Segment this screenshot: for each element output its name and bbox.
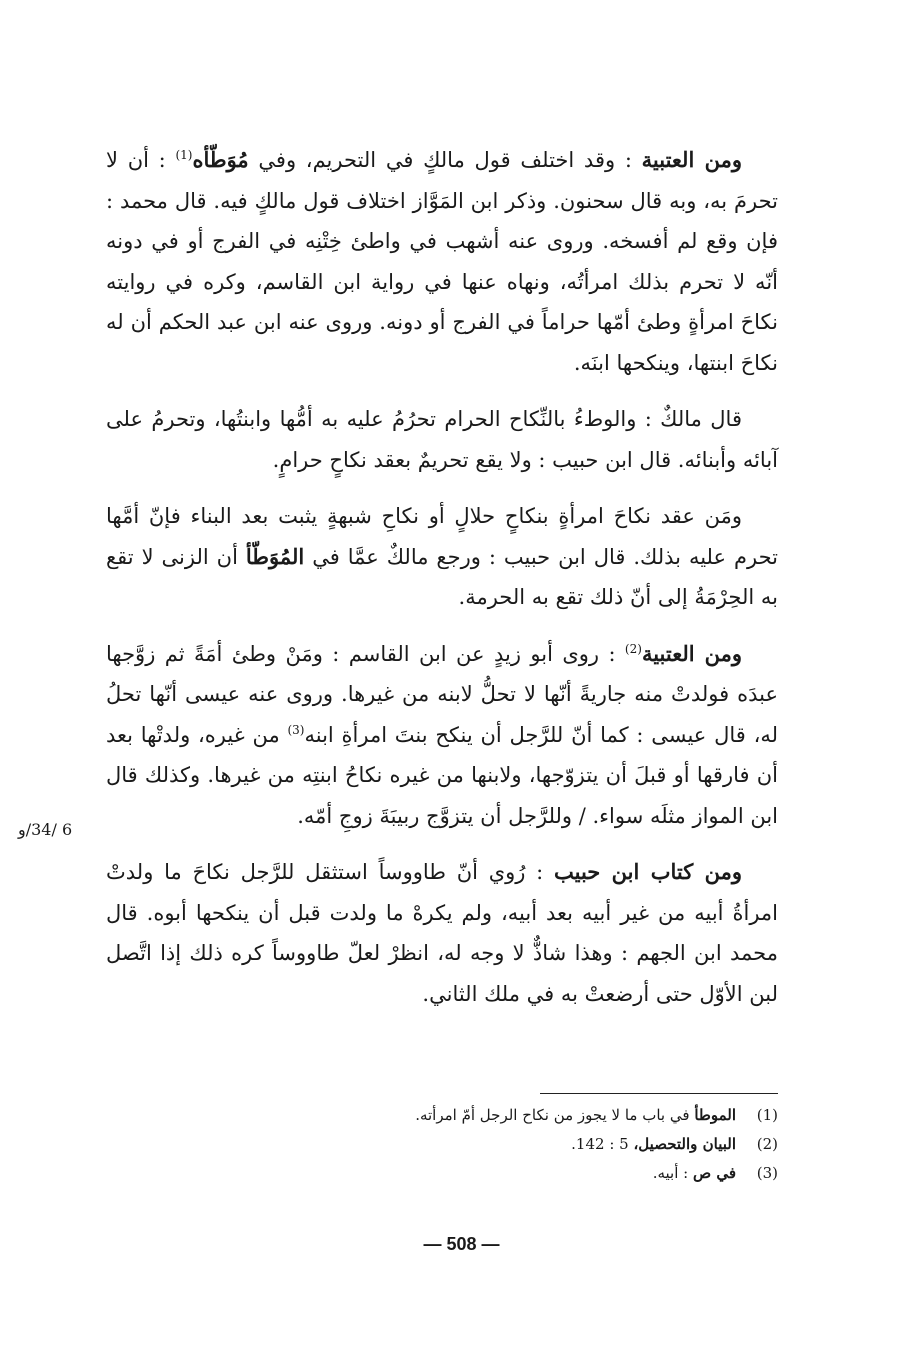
footnote-2 [300,1130,778,1159]
paragraph-text: أن الزنى لا تقع به الحِرْمَةُ إلى أنّ ذلك تقع به الحرمة. [106,544,778,609]
page-number: — 508 — [423,1234,500,1254]
footnote-text [571,1130,736,1159]
footnote-1 [300,1101,778,1130]
footnote-text [653,1159,736,1188]
source-heading: ومن العتبية [641,147,742,172]
footnote-number: (1) [756,1106,778,1124]
footnote-ref[interactable]: (2) [624,641,642,656]
footnote-text [415,1101,736,1130]
source-name: المُوَطّأ [245,543,305,569]
manuscript-folio-note: 6 /34/و [18,820,73,839]
paragraph-text: : رُوي أنّ طاووساً استثقل للرَّجل نكاحَ ما ولدتْ امرأةُ أبيه من غير أبيه بعد أبيه، ولم يكرهْ ما ولدت قبل أن ينكحها أبوه. قال محمد ابن الجهم : وهذا شاذٌّ لا وجه له، انظرْ لعلّ طاووساً كره ذلك إذا اتَّصل لبن الأوّل حتى أرضعتْ به في ملك الثاني. [106,860,778,1006]
paragraph-text: قال مالكٌ : والوطءُ بالنِّكاح الحرام تحرُمُ عليه به أمُّها وابنتُها، وتحرمُ على آبائه وأبنائه. قال ابن حبيب : ولا يقع تحريمٌ بعقد نكاحٍ حرامٍ. [106,407,778,472]
footnote-number: (3) [756,1164,778,1182]
source-heading: ومن العتبية [641,640,742,666]
paragraph-text: ومَن عقد نكاحَ امرأةٍ بنكاحٍ حلالٍ أو نكاحِ شبهةٍ يثبت بعد البناء فإنّ أمَّها تحرم عليه بذلك. قال ابن حبيب : ورجع مالكٌ عمَّا في [106,504,778,569]
main-text [106,140,778,1030]
paragraph-text: : روى أبو زيدٍ عن ابن القاسم : ومَنْ وطئ أمَةً ثم زوَّجها عبدَه فولدتْ منه جاريةً أنّها لا تحلُّ لابنه من غيرها. وروى عنه عيسى أنّها تحلُ له، قال عيسى : كما أنّ للرَّجل أن ينكح بنتَ امرأةِ ابنه [106,641,778,747]
source-name: مُوَطّأه [192,147,249,172]
paragraph-text: من غيره، ولدتْها بعد أن فارقها أو قبلَ أن يتزوّجها، ولابنها من غيره نكاحُ ابنتِه من غيرها. وكذلك قال ابن المواز مثلَه سواء. / وللرَّجل أن يتزوَّج ربيبَةَ زوجِ أمّه. [106,722,778,828]
paragraph-text: : وقد اختلف قول مالكٍ في التحريم، وفي [248,148,642,172]
footnote-number: (2) [756,1135,778,1153]
footnote-ref[interactable]: (3) [287,722,305,737]
footnote-body: 5 : 142. [571,1135,634,1153]
paragraph-5 [106,852,778,1014]
footnote-source: الموطأ [694,1106,736,1124]
footnote-body: : أبيه. [652,1164,693,1182]
footnote-body: في باب ما لا يجوز من نكاح الرجل أمّ امرأته. [415,1106,695,1124]
paragraph-2 [106,399,778,480]
source-heading: ومن كتاب ابن حبيب [554,859,742,884]
footnote-source: البيان والتحصيل، [633,1135,736,1153]
paragraph-1 [106,140,778,383]
footnote-source: في ص [692,1164,736,1182]
footnote-divider [540,1093,778,1094]
footnote-3 [300,1159,778,1188]
footnote-ref[interactable]: (1) [175,148,193,162]
footnotes [300,1101,778,1188]
paragraph-3 [106,496,778,618]
paragraph-text: : أن لا تحرمَ به، وبه قال سحنون. وذكر ابن المَوَّاز اختلاف قول مالكٍ فيه. قال محمد : فإن وقع لم أفسخه. وروى عنه أشهب في واطئ خِتْنِه في الفرج أو في دونه أنّه لا تحرم بذلك امرأتُه، ونهاه عنها في رواية ابن القاسم، وكره في روايته نكاحَ امرأةٍ وطئ أمّها حراماً في الفرج أو دونه. وروى عنه ابن عبد الحكم أن له نكاحَ ابنتها، وينكحها ابنَه. [106,148,778,375]
paragraph-4 [106,634,778,837]
